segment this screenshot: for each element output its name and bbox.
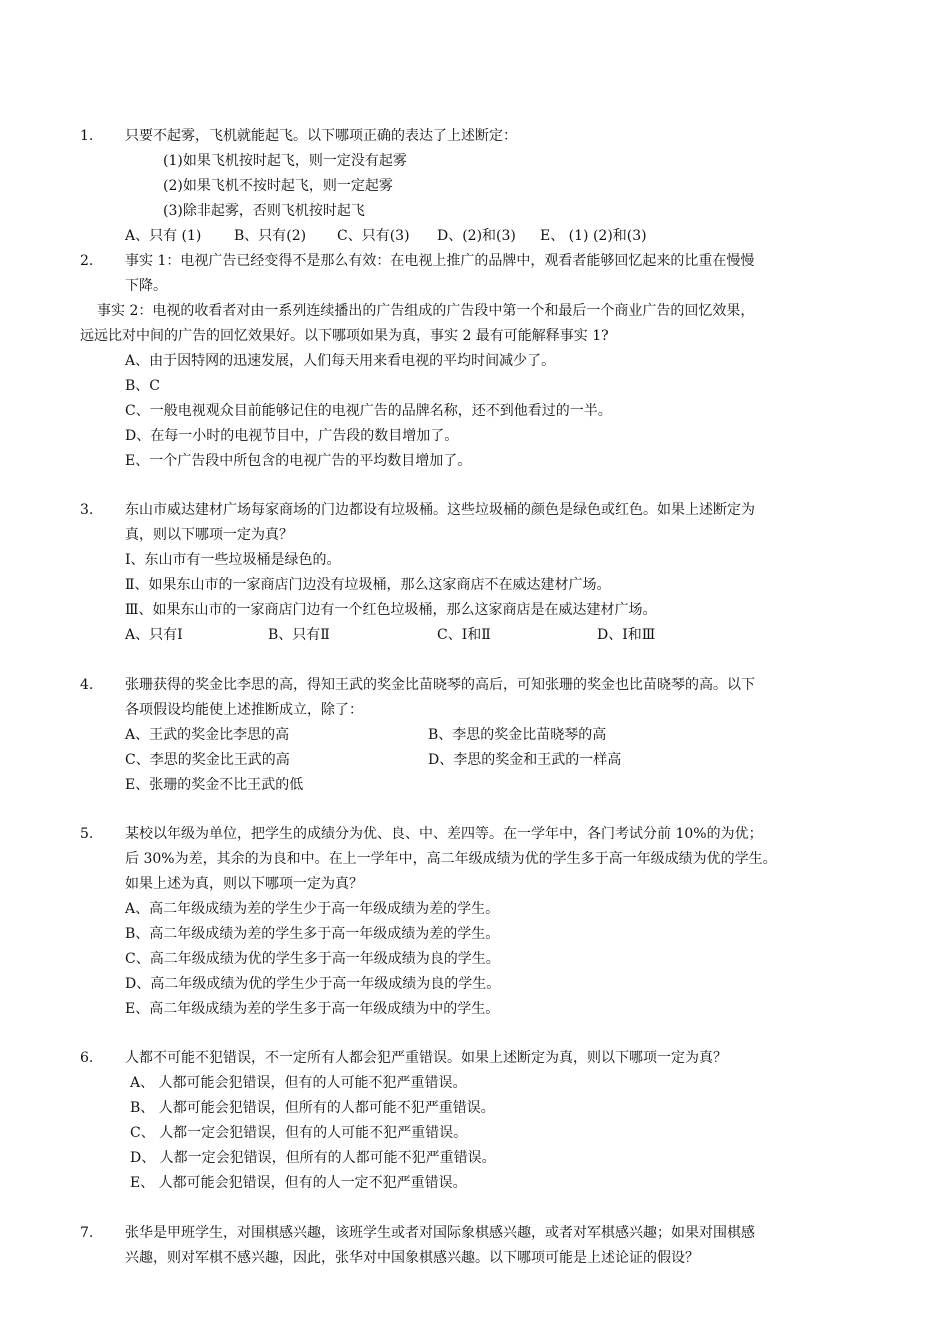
option-b[interactable]: B、C <box>125 378 160 394</box>
statement-2: (2)如果飞机不按时起飞，则一定起雾 <box>163 178 393 194</box>
option-e[interactable]: E、 人都可能会犯错误，但有的人一定不犯严重错误。 <box>130 1175 467 1191</box>
question-stem: 某校以年级为单位，把学生的成绩分为优、良、中、差四等。在一学年中，各门考试分前 10%的为优； <box>125 826 763 842</box>
option-d[interactable]: D、(2)和(3) <box>437 228 516 244</box>
option-b[interactable]: B、 人都可能会犯错误，但所有的人都可能不犯严重错误。 <box>130 1100 495 1116</box>
statement-2: Ⅱ、如果东山市的一家商店门边没有垃圾桶，那么这家商店不在威达建材广场。 <box>125 577 611 593</box>
question-number: 7. <box>80 1225 94 1241</box>
option-e[interactable]: E、张珊的奖金不比王武的低 <box>125 777 304 793</box>
option-a[interactable]: A、只有 (1) <box>125 228 202 244</box>
question-number: 4. <box>80 677 94 693</box>
option-d[interactable]: D、高二年级成绩为优的学生少于高一年级成绩为良的学生。 <box>125 976 501 992</box>
option-e[interactable]: E、高二年级成绩为差的学生多于高一年级成绩为中的学生。 <box>125 1001 500 1017</box>
fact-2-cont: 远远比对中间的广告的回忆效果好。以下哪项如果为真，事实 2 最有可能解释事实 1? <box>80 328 609 344</box>
question-stem: 人都不可能不犯错误，不一定所有人都会犯严重错误。如果上述断定为真，则以下哪项一定为真？ <box>125 1050 727 1066</box>
option-e[interactable]: E、 (1) (2)和(3) <box>540 228 647 244</box>
question-stem-cont: 后 30%为差，其余的为良和中。在上一学年中，高二年级成绩为优的学生多于高一年级成绩为优的学生。 <box>125 851 777 867</box>
question-number: 1. <box>80 128 94 144</box>
option-a[interactable]: A、只有Ⅰ <box>125 627 183 643</box>
question-number: 3. <box>80 502 94 518</box>
question-number: 2. <box>80 253 94 269</box>
question-number: 5. <box>80 826 94 842</box>
option-e[interactable]: E、一个广告段中所包含的电视广告的平均数目增加了。 <box>125 453 472 469</box>
question-stem: 只要不起雾，飞机就能起飞。以下哪项正确的表达了上述断定： <box>125 128 517 144</box>
question-stem: 张珊获得的奖金比李思的高，得知王武的奖金比苗晓琴的高后，可知张珊的奖金也比苗晓琴的高。以下 <box>125 677 755 693</box>
question-number: 6. <box>80 1050 94 1066</box>
option-d[interactable]: D、李思的奖金和王武的一样高 <box>428 752 622 768</box>
question-stem-cont: 如果上述为真，则以下哪项一定为真？ <box>125 876 363 892</box>
option-a[interactable]: A、 人都可能会犯错误，但有的人可能不犯严重错误。 <box>130 1075 467 1091</box>
option-c[interactable]: C、Ⅰ和Ⅱ <box>437 627 491 643</box>
question-stem: 张华是甲班学生，对围棋感兴趣，该班学生或者对国际象棋感兴趣，或者对军棋感兴趣；如果对围棋感 <box>125 1225 755 1241</box>
option-c[interactable]: C、一般电视观众目前能够记住的电视广告的品牌名称，还不到他看过的一半。 <box>125 403 612 419</box>
option-d[interactable]: D、 人都一定会犯错误，但所有的人都可能不犯严重错误。 <box>130 1150 496 1166</box>
question-stem-cont: 真，则以下哪项一定为真？ <box>125 527 293 543</box>
option-b[interactable]: B、高二年级成绩为差的学生多于高一年级成绩为差的学生。 <box>125 926 500 942</box>
option-c[interactable]: C、高二年级成绩为优的学生多于高一年级成绩为良的学生。 <box>125 951 500 967</box>
statement-1: (1)如果飞机按时起飞，则一定没有起雾 <box>163 153 407 169</box>
option-d[interactable]: D、Ⅰ和Ⅲ <box>597 627 656 643</box>
statement-3: Ⅲ、如果东山市的一家商店门边有一个红色垃圾桶，那么这家商店是在威达建材广场。 <box>125 602 657 618</box>
option-a[interactable]: A、王武的奖金比李思的高 <box>125 727 290 743</box>
statement-1: Ⅰ、东山市有一些垃圾桶是绿色的。 <box>125 552 341 568</box>
option-d[interactable]: D、在每一小时的电视节目中，广告段的数目增加了。 <box>125 428 459 444</box>
option-b[interactable]: B、只有Ⅱ <box>268 627 330 643</box>
option-c[interactable]: C、 人都一定会犯错误，但有的人可能不犯严重错误。 <box>130 1125 468 1141</box>
option-a[interactable]: A、由于因特网的迅速发展，人们每天用来看电视的平均时间减少了。 <box>125 353 556 369</box>
fact-2: 事实 2：电视的收看者对由一系列连续播出的广告组成的广告段中第一个和最后一个商业广告的回忆效果， <box>97 303 755 319</box>
option-c[interactable]: C、只有(3) <box>337 228 410 244</box>
question-stem: 东山市威达建材广场每家商场的门边都设有垃圾桶。这些垃圾桶的颜色是绿色或红色。如果上述断定为 <box>125 502 755 518</box>
option-c[interactable]: C、李思的奖金比王武的高 <box>125 752 290 768</box>
option-b[interactable]: B、李思的奖金比苗晓琴的高 <box>428 727 607 743</box>
option-b[interactable]: B、只有(2) <box>234 228 307 244</box>
question-stem-cont: 下降。 <box>125 278 167 294</box>
question-stem-cont: 兴趣，则对军棋不感兴趣，因此，张华对中国象棋感兴趣。以下哪项可能是上述论证的假设？ <box>125 1250 699 1266</box>
statement-3: (3)除非起雾，否则飞机按时起飞 <box>163 203 365 219</box>
option-a[interactable]: A、高二年级成绩为差的学生少于高一年级成绩为差的学生。 <box>125 901 500 917</box>
question-stem: 事实 1：电视广告已经变得不是那么有效：在电视上推广的品牌中，观看者能够回忆起来的比重在慢慢 <box>125 253 755 269</box>
question-stem-cont: 各项假设均能使上述推断成立，除了： <box>125 702 363 718</box>
